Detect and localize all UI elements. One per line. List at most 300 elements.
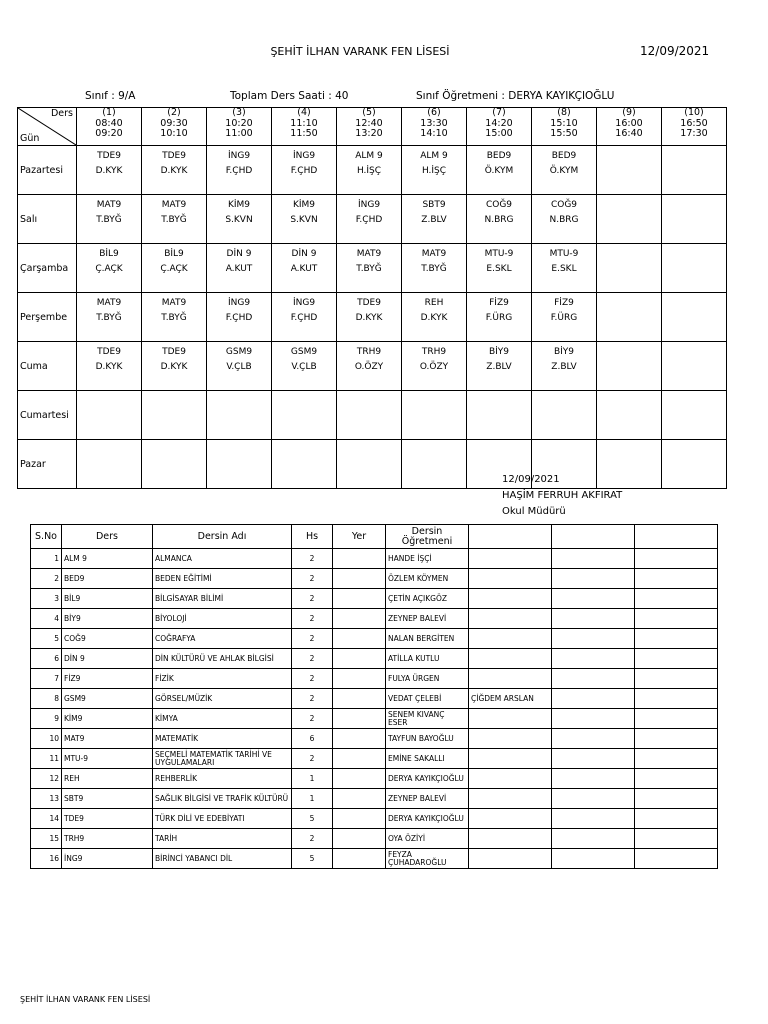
- course-second-teacher: [469, 789, 552, 809]
- lesson-teacher: D.KYK: [95, 166, 123, 176]
- schedule-cell: [77, 146, 142, 195]
- period-end: 17:30: [680, 128, 708, 139]
- schedule-cell: [597, 440, 662, 489]
- empty-cell: [552, 749, 635, 769]
- schedule-cell: [402, 244, 467, 293]
- course-name: BİRİNCİ YABANCI DİL: [153, 849, 292, 869]
- period-start: 09:30: [160, 117, 188, 129]
- empty-cell: [635, 789, 718, 809]
- schedule-cell: [532, 195, 597, 244]
- schedule-cell: [77, 195, 142, 244]
- lesson-code: TRH9: [356, 347, 382, 357]
- schedule-cell: [142, 391, 207, 440]
- schedule-header-row: [18, 108, 727, 146]
- lesson-teacher: D.KYK: [355, 313, 383, 323]
- course-code: COĞ9: [62, 629, 153, 649]
- schedule-cell: [272, 244, 337, 293]
- schedule-cell: [662, 244, 727, 293]
- course-code: BİY9: [62, 609, 153, 629]
- period-header: [467, 108, 532, 146]
- course-hours: 2: [292, 549, 333, 569]
- period-start: 13:30: [420, 117, 448, 129]
- course-row: [31, 629, 718, 649]
- empty-cell: [552, 649, 635, 669]
- course-place: [333, 789, 386, 809]
- lesson-teacher: T.BYĞ: [96, 215, 122, 225]
- empty-cell: [635, 649, 718, 669]
- schedule-cell: [337, 244, 402, 293]
- lesson-teacher: T.BYĞ: [96, 313, 122, 323]
- empty-cell: [635, 849, 718, 869]
- course-teacher: ZEYNEP BALEVİ: [386, 789, 469, 809]
- schedule-cell: [597, 293, 662, 342]
- course-row: [31, 849, 718, 869]
- period-number: (2): [167, 107, 181, 118]
- period-end: 11:50: [290, 128, 318, 139]
- course-second-teacher: ÇİĞDEM ARSLAN: [469, 689, 552, 709]
- period-start: 08:40: [95, 117, 123, 129]
- course-sno: 2: [31, 569, 62, 589]
- empty-cell: [552, 849, 635, 869]
- day-label: Pazartesi: [18, 146, 77, 195]
- course-place: [333, 709, 386, 729]
- schedule-cell: [662, 293, 727, 342]
- empty-cell: [552, 809, 635, 829]
- schedule-cell: [337, 391, 402, 440]
- course-second-teacher: [469, 709, 552, 729]
- lesson-code: TDE9: [97, 347, 121, 357]
- hours-header: Hs: [292, 525, 333, 549]
- lesson-teacher: A.KUT: [290, 264, 318, 274]
- lesson-teacher: D.KYK: [95, 362, 123, 372]
- lesson-teacher: S.KVN: [290, 215, 318, 225]
- period-start: 10:20: [225, 117, 253, 129]
- course-second-teacher: [469, 729, 552, 749]
- course-code: BED9: [62, 569, 153, 589]
- lesson-code: İNG9: [292, 151, 316, 161]
- schedule-cell: [402, 195, 467, 244]
- lesson-code: MAT9: [96, 200, 122, 210]
- course-teacher: TAYFUN BAYOĞLU: [386, 729, 469, 749]
- schedule-cell: [207, 244, 272, 293]
- footer-school-name: ŞEHİT İLHAN VARANK FEN LİSESİ: [20, 995, 151, 1004]
- lesson-code: GSM9: [290, 347, 318, 357]
- lesson-code: TDE9: [357, 298, 381, 308]
- period-number: (10): [684, 107, 704, 118]
- lesson-teacher: A.KUT: [225, 264, 253, 274]
- period-header: [662, 108, 727, 146]
- schedule-cell: [272, 195, 337, 244]
- lesson-teacher: N.BRG: [484, 215, 514, 225]
- schedule-cell: [597, 195, 662, 244]
- course-place: [333, 569, 386, 589]
- course-row: [31, 589, 718, 609]
- period-header: [532, 108, 597, 146]
- course-name: SEÇMELİ MATEMATİK TARİHİ VE UYGULAMALARI: [153, 749, 292, 769]
- course-name: BİLGİSAYAR BİLİMİ: [153, 589, 292, 609]
- course-row: [31, 769, 718, 789]
- course-place: [333, 649, 386, 669]
- schedule-cell: [532, 391, 597, 440]
- period-end: 14:10: [420, 128, 448, 139]
- empty-cell: [552, 789, 635, 809]
- schedule-cell: [662, 440, 727, 489]
- period-end: 15:50: [550, 128, 578, 139]
- course-sno: 16: [31, 849, 62, 869]
- principal-name: HAŞİM FERRUH AKFIRAT: [502, 490, 623, 501]
- schedule-cell: [467, 244, 532, 293]
- course-sno: 9: [31, 709, 62, 729]
- course-list-header: [31, 525, 718, 549]
- empty-cell: [552, 629, 635, 649]
- lesson-teacher: T.BYĞ: [161, 215, 187, 225]
- course-hours: 2: [292, 569, 333, 589]
- lesson-teacher: F.ÇHD: [355, 215, 383, 225]
- period-start: 14:20: [485, 117, 513, 129]
- course-teacher: HANDE İŞÇİ: [386, 549, 469, 569]
- period-number: (7): [492, 107, 506, 118]
- lesson-code: COĞ9: [485, 200, 513, 210]
- lesson-teacher: T.BYĞ: [161, 313, 187, 323]
- schedule-cell: [272, 440, 337, 489]
- period-number: (3): [232, 107, 246, 118]
- course-teacher: NALAN BERGİTEN: [386, 629, 469, 649]
- lesson-code: ALM 9: [420, 151, 448, 161]
- lesson-code: MAT9: [356, 249, 382, 259]
- lesson-teacher: F.ÜRG: [550, 313, 578, 323]
- course-code: TRH9: [62, 829, 153, 849]
- course-second-teacher: [469, 669, 552, 689]
- course-name: ALMANCA: [153, 549, 292, 569]
- schedule-cell: [207, 146, 272, 195]
- school-title: ŞEHİT İLHAN VARANK FEN LİSESİ: [270, 45, 450, 58]
- course-place: [333, 749, 386, 769]
- teacher-header: Dersin Öğretmeni: [386, 525, 469, 549]
- course-hours: 2: [292, 589, 333, 609]
- course-row: [31, 809, 718, 829]
- lesson-teacher: Ç.AÇK: [160, 264, 188, 274]
- lesson-code: BİL9: [99, 249, 119, 259]
- course-hours: 1: [292, 789, 333, 809]
- schedule-cell: [142, 195, 207, 244]
- document-date: 12/09/2021: [640, 44, 710, 58]
- schedule-cell: [402, 293, 467, 342]
- schedule-cell: [467, 195, 532, 244]
- lesson-code: İNG9: [292, 298, 316, 308]
- period-end: 10:10: [160, 128, 188, 139]
- course-second-teacher: [469, 649, 552, 669]
- schedule-cell: [402, 440, 467, 489]
- course-sno: 7: [31, 669, 62, 689]
- course-place: [333, 769, 386, 789]
- period-end: 16:40: [615, 128, 643, 139]
- schedule-cell: [272, 391, 337, 440]
- course-code: FİZ9: [62, 669, 153, 689]
- schedule-cell: [467, 391, 532, 440]
- empty-header-cell: [552, 525, 635, 549]
- empty-cell: [552, 769, 635, 789]
- lesson-teacher: Ç.AÇK: [95, 264, 123, 274]
- course-sno: 5: [31, 629, 62, 649]
- course-row: [31, 709, 718, 729]
- course-hours: 5: [292, 809, 333, 829]
- lesson-teacher: E.SKL: [551, 264, 577, 274]
- lesson-code: İNG9: [227, 298, 251, 308]
- schedule-cell: [532, 146, 597, 195]
- course-hours: 2: [292, 649, 333, 669]
- lesson-teacher: Ö.KYM: [549, 166, 579, 176]
- lesson-teacher: D.KYK: [160, 166, 188, 176]
- course-name: BİYOLOJİ: [153, 609, 292, 629]
- lesson-teacher: V.ÇLB: [291, 362, 317, 372]
- course-hours: 2: [292, 749, 333, 769]
- schedule-cell: [597, 391, 662, 440]
- period-start: 16:00: [615, 117, 643, 129]
- lesson-code: İNG9: [227, 151, 251, 161]
- empty-cell: [635, 589, 718, 609]
- course-second-teacher: [469, 569, 552, 589]
- period-number: (8): [557, 107, 571, 118]
- day-label: Cuma: [18, 342, 77, 391]
- schedule-cell: [207, 391, 272, 440]
- course-second-teacher: [469, 769, 552, 789]
- course-name: BEDEN EĞİTİMİ: [153, 569, 292, 589]
- course-code: SBT9: [62, 789, 153, 809]
- course-teacher: FEYZA ÇUHADAROĞLU: [386, 849, 469, 869]
- course-teacher: EMİNE SAKALLI: [386, 749, 469, 769]
- course-place: [333, 689, 386, 709]
- course-row: [31, 609, 718, 629]
- course-place: [333, 849, 386, 869]
- day-label: Çarşamba: [18, 244, 77, 293]
- period-header: [337, 108, 402, 146]
- lesson-code: MTU-9: [549, 249, 579, 259]
- schedule-cell: [337, 195, 402, 244]
- course-list-table: [30, 524, 718, 869]
- course-sno: 14: [31, 809, 62, 829]
- course-name: SAĞLIK BİLGİSİ VE TRAFİK KÜLTÜRÜ: [153, 789, 292, 809]
- period-number: (4): [297, 107, 311, 118]
- course-code: TDE9: [62, 809, 153, 829]
- lesson-teacher: S.KVN: [225, 215, 253, 225]
- lesson-teacher: Z.BLV: [421, 215, 447, 225]
- schedule-day-row: [18, 391, 727, 440]
- course-code: ALM 9: [62, 549, 153, 569]
- empty-cell: [635, 829, 718, 849]
- course-name: DİN KÜLTÜRÜ VE AHLAK BİLGİSİ: [153, 649, 292, 669]
- lesson-code: MAT9: [96, 298, 122, 308]
- course-code: DİN 9: [62, 649, 153, 669]
- empty-cell: [552, 689, 635, 709]
- lesson-teacher: V.ÇLB: [226, 362, 252, 372]
- schedule-corner: [18, 108, 77, 146]
- schedule-cell: [337, 293, 402, 342]
- lesson-teacher: Z.BLV: [551, 362, 577, 372]
- schedule-cell: [77, 244, 142, 293]
- sno-header: S.No: [31, 525, 62, 549]
- course-teacher: DERYA KAYIKÇIOĞLU: [386, 809, 469, 829]
- principal-title: Okul Müdürü: [502, 506, 566, 517]
- lesson-teacher: O.ÖZY: [354, 362, 384, 372]
- day-label: Salı: [18, 195, 77, 244]
- period-start: 16:50: [680, 117, 708, 129]
- course-row: [31, 689, 718, 709]
- course-hours: 2: [292, 829, 333, 849]
- empty-cell: [635, 549, 718, 569]
- course-name: TÜRK DİLİ VE EDEBİYATI: [153, 809, 292, 829]
- course-row: [31, 829, 718, 849]
- course-hours: 5: [292, 849, 333, 869]
- course-teacher: VEDAT ÇELEBİ: [386, 689, 469, 709]
- empty-cell: [635, 709, 718, 729]
- lesson-teacher: F.ÇHD: [225, 166, 253, 176]
- lesson-code: BİY9: [488, 347, 510, 357]
- course-sno: 10: [31, 729, 62, 749]
- schedule-cell: [142, 342, 207, 391]
- lesson-code: FİZ9: [554, 298, 574, 308]
- course-place: [333, 669, 386, 689]
- period-end: 15:00: [485, 128, 513, 139]
- schedule-day-row: [18, 342, 727, 391]
- course-second-teacher: [469, 629, 552, 649]
- course-name: MATEMATİK: [153, 729, 292, 749]
- schedule-cell: [597, 342, 662, 391]
- lesson-code: SBT9: [422, 200, 446, 210]
- course-row: [31, 549, 718, 569]
- schedule-cell: [662, 342, 727, 391]
- lesson-code: BİY9: [553, 347, 575, 357]
- course-second-teacher: [469, 849, 552, 869]
- empty-cell: [635, 809, 718, 829]
- course-code: GSM9: [62, 689, 153, 709]
- lesson-teacher: E.SKL: [486, 264, 512, 274]
- lesson-code: TDE9: [162, 151, 186, 161]
- schedule-cell: [142, 146, 207, 195]
- schedule-cell: [77, 391, 142, 440]
- class-label: Sınıf : 9/A: [85, 90, 136, 102]
- empty-cell: [635, 749, 718, 769]
- schedule-cell: [272, 293, 337, 342]
- lesson-code: BED9: [551, 151, 577, 161]
- course-teacher: DERYA KAYIKÇIOĞLU: [386, 769, 469, 789]
- course-sno: 4: [31, 609, 62, 629]
- lesson-code: MAT9: [161, 200, 187, 210]
- course-name: KİMYA: [153, 709, 292, 729]
- course-name: TARİH: [153, 829, 292, 849]
- schedule-cell: [77, 293, 142, 342]
- schedule-cell: [142, 440, 207, 489]
- schedule-cell: [467, 293, 532, 342]
- schedule-cell: [337, 342, 402, 391]
- course-sno: 8: [31, 689, 62, 709]
- course-code: BİL9: [62, 589, 153, 609]
- course-teacher: OYA ÖZİYİ: [386, 829, 469, 849]
- course-teacher: ÇETİN AÇIKGÖZ: [386, 589, 469, 609]
- course-row: [31, 649, 718, 669]
- course-code: MAT9: [62, 729, 153, 749]
- schedule-cell: [272, 342, 337, 391]
- empty-cell: [635, 629, 718, 649]
- empty-header-cell: [469, 525, 552, 549]
- schedule-cell: [272, 146, 337, 195]
- course-code: MTU-9: [62, 749, 153, 769]
- schedule-cell: [207, 195, 272, 244]
- lesson-code: MAT9: [161, 298, 187, 308]
- period-number: (6): [427, 107, 441, 118]
- day-label: Cumartesi: [18, 391, 77, 440]
- course-place: [333, 549, 386, 569]
- period-end: 13:20: [355, 128, 383, 139]
- period-end: 11:00: [225, 128, 253, 139]
- course-hours: 1: [292, 769, 333, 789]
- course-row: [31, 789, 718, 809]
- course-sno: 6: [31, 649, 62, 669]
- course-sno: 1: [31, 549, 62, 569]
- course-sno: 3: [31, 589, 62, 609]
- schedule-cell: [207, 440, 272, 489]
- lesson-code: COĞ9: [550, 200, 578, 210]
- place-header: Yer: [333, 525, 386, 549]
- empty-cell: [635, 689, 718, 709]
- schedule-day-row: [18, 293, 727, 342]
- course-second-teacher: [469, 749, 552, 769]
- course-place: [333, 809, 386, 829]
- course-hours: 2: [292, 609, 333, 629]
- schedule-cell: [467, 146, 532, 195]
- empty-cell: [552, 709, 635, 729]
- lesson-code: REH: [424, 298, 444, 308]
- course-name: GÖRSEL/MÜZİK: [153, 689, 292, 709]
- schedule-cell: [597, 244, 662, 293]
- empty-cell: [552, 549, 635, 569]
- period-header: [142, 108, 207, 146]
- lesson-code: TRH9: [421, 347, 447, 357]
- signature-date: 12/09/2021: [502, 474, 560, 485]
- lesson-teacher: D.KYK: [420, 313, 448, 323]
- lesson-code: MTU-9: [484, 249, 514, 259]
- course-place: [333, 829, 386, 849]
- lesson-teacher: F.ÇHD: [290, 313, 318, 323]
- schedule-cell: [207, 293, 272, 342]
- period-start: 12:40: [355, 117, 383, 129]
- empty-cell: [552, 589, 635, 609]
- empty-cell: [552, 669, 635, 689]
- course-place: [333, 629, 386, 649]
- day-label: Pazar: [18, 440, 77, 489]
- class-teacher: Sınıf Öğretmeni : DERYA KAYIKÇIOĞLU: [416, 90, 615, 102]
- empty-cell: [635, 609, 718, 629]
- course-name: REHBERLİK: [153, 769, 292, 789]
- total-hours: Toplam Ders Saati : 40: [230, 90, 349, 102]
- course-code: REH: [62, 769, 153, 789]
- schedule-cell: [77, 342, 142, 391]
- period-number: (5): [362, 107, 376, 118]
- lesson-teacher: H.İŞÇ: [421, 166, 447, 176]
- course-hours: 2: [292, 669, 333, 689]
- course-row: [31, 569, 718, 589]
- course-second-teacher: [469, 549, 552, 569]
- course-code: KİM9: [62, 709, 153, 729]
- schedule-day-row: [18, 146, 727, 195]
- schedule-cell: [662, 195, 727, 244]
- schedule-cell: [662, 146, 727, 195]
- course-name: COĞRAFYA: [153, 629, 292, 649]
- schedule-cell: [597, 146, 662, 195]
- lesson-teacher: Z.BLV: [486, 362, 512, 372]
- course-second-teacher: [469, 609, 552, 629]
- lesson-teacher: F.ÇHD: [290, 166, 318, 176]
- period-end: 09:20: [95, 128, 123, 139]
